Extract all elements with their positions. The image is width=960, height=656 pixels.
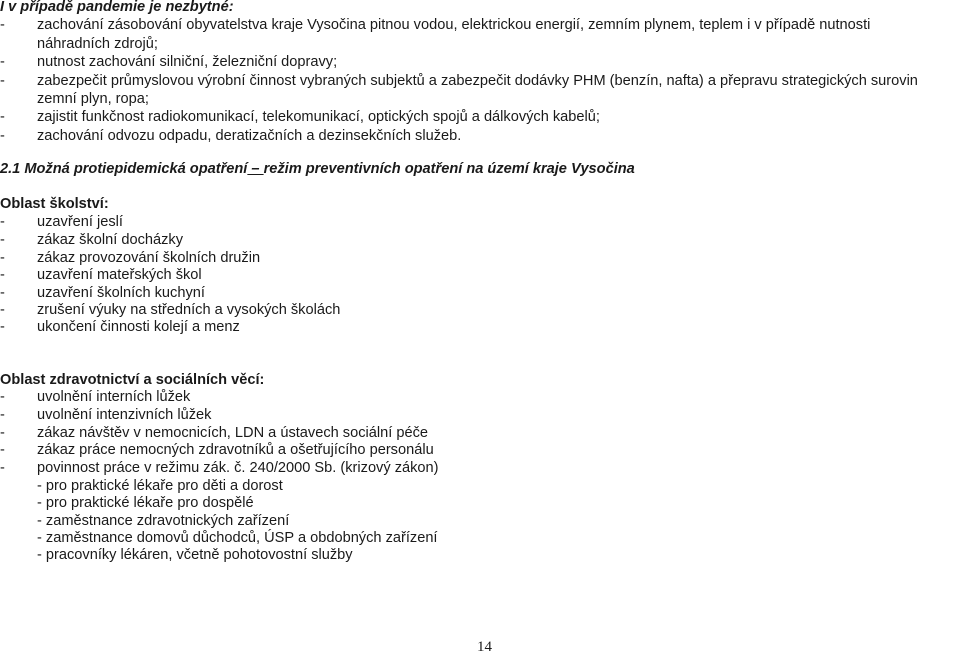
list-item-continuation: náhradních zdrojů;: [37, 36, 158, 52]
list-item-text: zajistit funkčnost radiokomunikací, telekomunikací, optických spojů a dálkových kabelů;: [37, 109, 600, 125]
bullet-dash: -: [0, 285, 5, 301]
bullet-dash: -: [0, 54, 5, 70]
bullet-dash: -: [0, 267, 5, 283]
bullet-dash: -: [0, 73, 5, 89]
bullet-dash: -: [0, 17, 5, 33]
bullet-dash: -: [0, 302, 5, 318]
bullet-dash: -: [0, 389, 5, 405]
sub-list-item: - pro praktické lékaře pro dospělé: [37, 495, 254, 511]
section-2-1-heading: [0, 160, 635, 178]
list-item-text: zabezpečit průmyslovou výrobní činnost vybraných subjektů a zabezpečit dodávky PHM (benzín, nafta) a přepravu strategických surovin: [37, 73, 918, 89]
section-title-separator: –: [247, 161, 264, 177]
schools-heading: Oblast školství:: [0, 196, 109, 212]
bullet-dash: -: [0, 319, 5, 335]
list-item-text: zákaz práce nemocných zdravotníků a ošetřujícího personálu: [37, 442, 434, 458]
bullet-dash: -: [0, 442, 5, 458]
section-title-part1: Možná protiepidemická opatření: [24, 161, 248, 177]
bullet-dash: -: [0, 460, 5, 476]
list-item-text: povinnost práce v režimu zák. č. 240/2000 Sb. (krizový zákon): [37, 460, 439, 476]
bullet-dash: -: [0, 128, 5, 144]
bullet-dash: -: [0, 214, 5, 230]
sub-list-item: - pracovníky lékáren, včetně pohotovostní služby: [37, 547, 353, 563]
list-item-continuation: zemní plyn, ropa;: [37, 91, 149, 107]
list-item-text: zákaz školní docházky: [37, 232, 184, 248]
health-heading: Oblast zdravotnictví a sociálních věcí:: [0, 372, 265, 388]
list-item-text: uzavření školních kuchyní: [37, 285, 205, 301]
page-number: 14: [477, 639, 492, 655]
bullet-dash: -: [0, 425, 5, 441]
list-item-text: zachování odvozu odpadu, deratizačních a dezinsekčních služeb.: [37, 128, 462, 144]
list-item-text: zachování zásobování obyvatelstva kraje Vysočina pitnou vodou, elektrickou energií, zemním plynem, teplem i v případě nutnosti: [37, 17, 871, 33]
bullet-dash: -: [0, 232, 5, 248]
bullet-dash: -: [0, 407, 5, 423]
sub-list-item: - zaměstnance domovů důchodců, ÚSP a obdobných zařízení: [37, 530, 438, 546]
list-item-text: zákaz návštěv v nemocnicích, LDN a ústavech sociální péče: [37, 425, 428, 441]
section-number: 2.1: [0, 161, 21, 177]
list-item-text: zrušení výuky na středních a vysokých školách: [37, 302, 341, 318]
list-item-text: uzavření mateřských škol: [37, 267, 202, 283]
sub-list-item: - pro praktické lékaře pro děti a dorost: [37, 478, 283, 494]
list-item-text: nutnost zachování silniční, železniční dopravy;: [37, 54, 338, 70]
list-item-text: uvolnění interních lůžek: [37, 389, 191, 405]
list-item-text: uzavření jeslí: [37, 214, 123, 230]
bullet-dash: -: [0, 250, 5, 266]
pandemic-heading: I v případě pandemie je nezbytné:: [0, 0, 234, 15]
section-title-part2: režim preventivních opatření na území kraje Vysočina: [263, 161, 635, 177]
sub-list-item: - zaměstnance zdravotnických zařízení: [37, 513, 290, 529]
list-item-text: zákaz provozování školních družin: [37, 250, 261, 266]
list-item-text: ukončení činnosti kolejí a menz: [37, 319, 240, 335]
bullet-dash: -: [0, 109, 5, 125]
list-item-text: uvolnění intenzivních lůžek: [37, 407, 212, 423]
